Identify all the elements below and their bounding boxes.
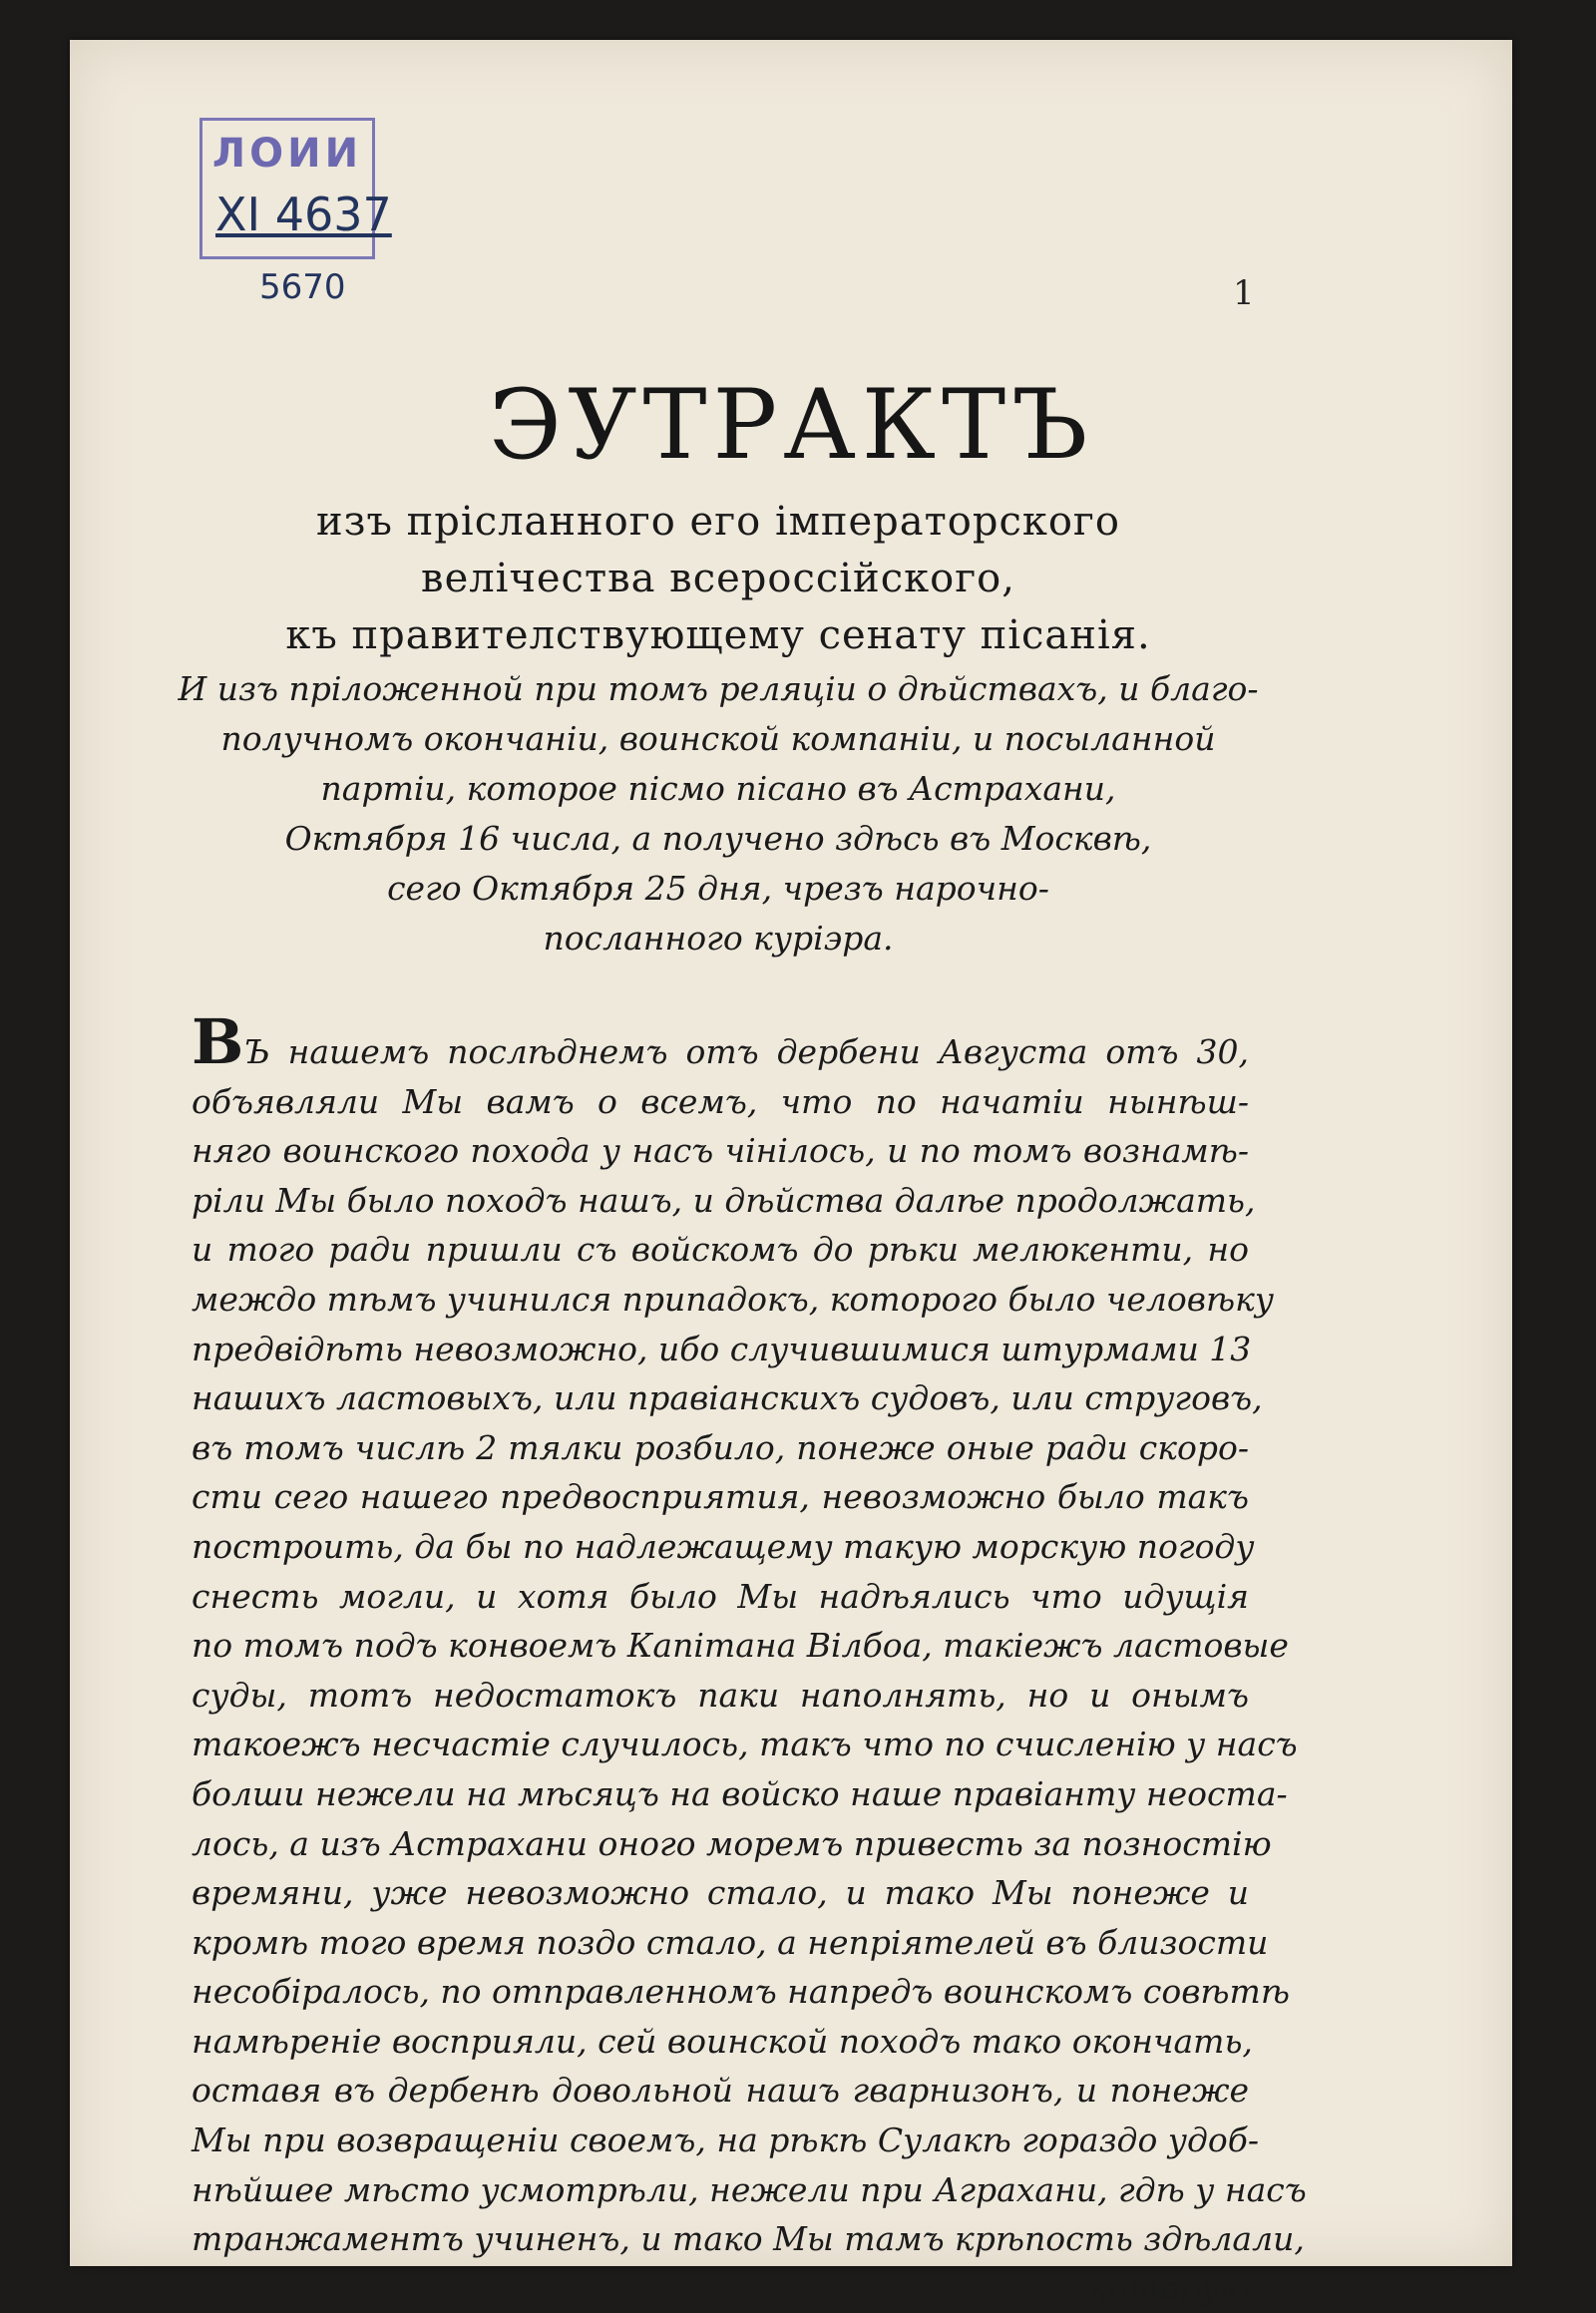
body-line: болши нежели на мѣсяцъ на войско наше правіанту неоста- xyxy=(192,1773,1288,1813)
document-page xyxy=(70,40,1512,2308)
subtitle-line: изъ прісланного его імператорского xyxy=(316,499,1120,545)
body-line: объявляли Мы вамъ о всемъ, что по начатіи нынѣш- xyxy=(192,1081,1249,1121)
body-line: снесть могли, и хотя было Мы надѣялись что идущія xyxy=(192,1576,1249,1616)
shelfmark-sub: 5670 xyxy=(259,267,346,307)
body-line: сти сего нашего предвосприятия, невозможно было такъ xyxy=(192,1477,1249,1517)
subtitle-line: получномъ окончаніи, воинской компаніи, и посыланной xyxy=(220,719,1216,758)
body-line: такоежъ несчастіе случилось, такъ что по счисленію у насъ xyxy=(192,1725,1298,1764)
subtitle-line: посланного куріэра. xyxy=(543,919,894,958)
body-text xyxy=(192,1005,1307,2313)
body-line: времяни, уже невозможно стало, и тако Мы понеже и xyxy=(192,1873,1249,1913)
body-line: кромѣ того время поздо стало, а непріятелей въ близости xyxy=(192,1922,1269,1962)
subtitle-line: партіи, которое пісмо пісано въ Астрахани, xyxy=(320,769,1116,808)
body-line: оставя въ дербенѣ довольной нашъ гварнизонъ, и понеже xyxy=(192,2071,1249,2111)
catchword: которую xyxy=(1088,2268,1249,2308)
subtitle-line: И изъ пріложенной при томъ реляціи о дѣйствахъ, и благо- xyxy=(178,669,1259,708)
body-line: въ томъ числѣ 2 тялки розбило, понеже оные ради скоро- xyxy=(192,1427,1249,1467)
subtitle-line: сего Октября 25 дня, чрезъ нарочно- xyxy=(387,869,1049,908)
body-line: по томъ подъ конвоемъ Капітана Вілбоа, такіежъ ластовые xyxy=(192,1626,1289,1666)
body-line: и того ради пришли съ войскомъ до рѣки мелюкенти, но xyxy=(192,1230,1249,1270)
subtitle-block xyxy=(170,494,1267,964)
body-line: суды, тотъ недостатокъ паки наполнять, но и онымъ xyxy=(192,1675,1249,1715)
body-line: несобіралось, по отправленномъ напредъ воинскомъ совѣтѣ xyxy=(192,1972,1290,2012)
body-line-text: Ъ нашемъ послѣднемъ отъ дербени Августа отъ 30, xyxy=(243,1032,1249,1071)
body-line: транжаментъ учиненъ, и тако Мы тамъ крѣпость здѣлали, xyxy=(192,2219,1305,2259)
body-line: лось, а изъ Астрахани оного моремъ привесть за позностію xyxy=(192,1823,1272,1863)
body-line: предвідѣть невозможно, ибо случившимися штурмами 13 xyxy=(192,1329,1252,1368)
body-line: построить, да бы по надлежащему такую морскую погоду xyxy=(192,1526,1255,1566)
drop-cap: В xyxy=(192,1005,244,1078)
subtitle-line: Октября 16 числа, а получено здѣсь въ Москвѣ, xyxy=(284,819,1152,858)
shelfmark: XI 4637 xyxy=(215,188,392,241)
body-line: намѣреніе восприяли, сей воинской походъ тако окончать, xyxy=(192,2021,1253,2061)
body-line: ріли Мы было походъ нашъ, и дѣйства далѣе продолжать, xyxy=(192,1180,1256,1220)
body-line: Мы при возвращеніи своемъ, на рѣкѣ Сулакѣ гораздо удоб- xyxy=(192,2120,1260,2160)
page-number: 1 xyxy=(1233,273,1255,313)
body-line: нашихъ ластовыхъ, или правіанскихъ судовъ, или струговъ, xyxy=(192,1378,1263,1418)
body-line: няго воинского похода у насъ чінілось, и по томъ вознамѣ- xyxy=(192,1131,1249,1171)
document-title: ЭУТРАКТЪ xyxy=(488,369,1094,481)
subtitle-line: велічества всероссійского, xyxy=(421,556,1015,601)
body-line: междо тѣмъ учинился припадокъ, которого было человѣку xyxy=(192,1279,1274,1319)
subtitle-line: къ правителствующему сенату пісанія. xyxy=(285,612,1151,658)
body-line: нѣйшее мѣсто усмотрѣли, нежели при Аграхани, гдѣ у насъ xyxy=(192,2169,1307,2209)
body-line xyxy=(192,1005,1249,1078)
stamp-text: ЛОИИ xyxy=(211,131,363,177)
